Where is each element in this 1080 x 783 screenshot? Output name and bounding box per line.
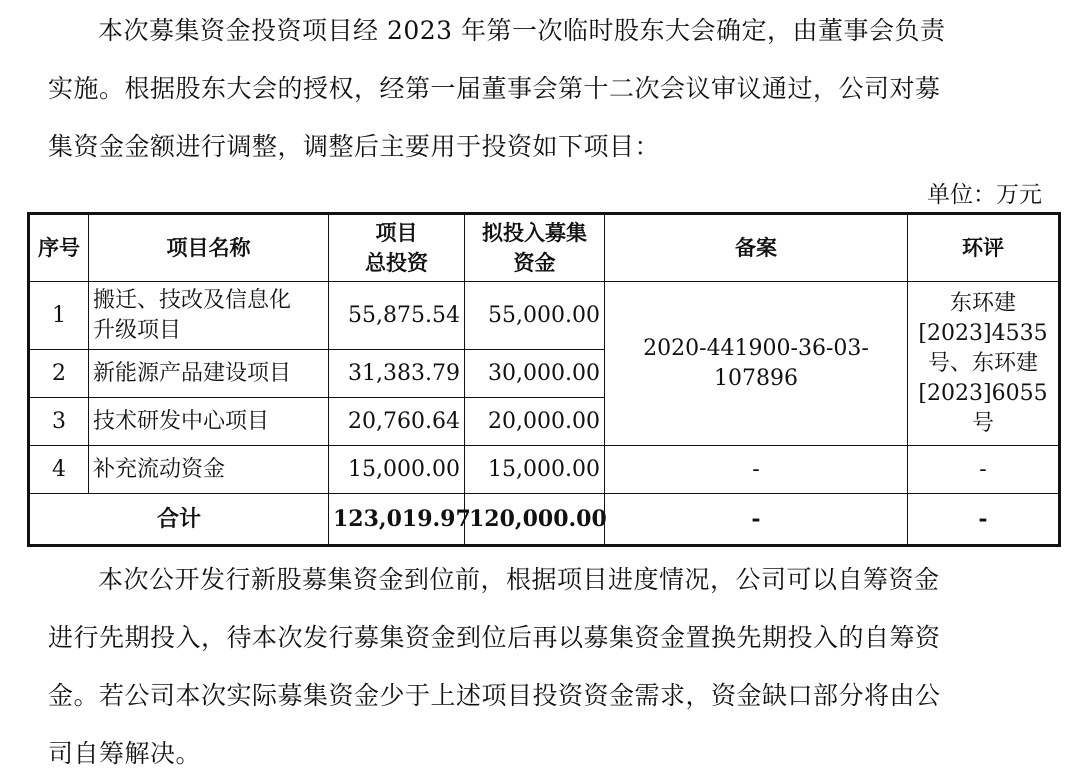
- outro-line: 金。若公司本次实际募集资金少于上述项目投资资金需求，资金缺口部分将由公: [48, 681, 941, 710]
- header-planned-line2: 资金: [513, 251, 556, 275]
- header-filing: 备案: [605, 214, 908, 282]
- header-name: 项目名称: [89, 214, 329, 282]
- intro-line: 集资金金额进行调整，调整后主要用于投资如下项目：: [48, 132, 661, 161]
- cell-planned: 15,000.00: [465, 446, 605, 494]
- cell-name: 新能源产品建设项目: [89, 350, 329, 398]
- header-seq: 序号: [29, 214, 89, 282]
- total-row: [29, 494, 1060, 546]
- intro-paragraph: [48, 2, 1048, 176]
- fund-allocation-table: [27, 212, 1061, 547]
- table-header-row: [29, 214, 1060, 282]
- header-total: [329, 214, 465, 282]
- cell-planned: 55,000.00: [465, 282, 605, 350]
- eia-line: [2023]4535: [918, 320, 1048, 346]
- cell-seq: 3: [29, 398, 89, 446]
- total-planned: 120,000.00: [465, 494, 605, 546]
- eia-line: 号、东环建: [927, 350, 1038, 376]
- cell-planned: 30,000.00: [465, 350, 605, 398]
- cell-total: 55,875.54: [329, 282, 465, 350]
- total-filing: -: [605, 494, 908, 546]
- cell-seq: 1: [29, 282, 89, 350]
- eia-line: 东环建: [949, 290, 1016, 316]
- total-label: 合计: [29, 494, 329, 546]
- intro-line: 本次募集资金投资项目经 2023 年第一次临时股东大会确定，由董事会负责: [98, 16, 946, 45]
- header-total-line1: 项目: [375, 221, 418, 245]
- total-investment: 123,019.97: [329, 494, 465, 546]
- unit-label: 单位：万元: [927, 182, 1042, 208]
- header-planned-line1: 拟投入募集: [482, 221, 587, 245]
- cell-filing-merged: 2020-441900-36-03-107896: [605, 282, 908, 446]
- eia-line: [2023]6055 号: [918, 380, 1048, 436]
- outro-paragraph: [48, 551, 1048, 783]
- cell-eia-merged: [908, 282, 1060, 446]
- cell-name: 补充流动资金: [89, 446, 329, 494]
- outro-line: 本次公开发行新股募集资金到位前，根据项目进度情况，公司可以自筹资金: [98, 565, 940, 594]
- cell-name-line1: 搬迁、技改及信息化: [93, 287, 292, 313]
- header-total-line2: 总投资: [365, 251, 428, 275]
- cell-name-line2: 升级项目: [93, 317, 182, 343]
- cell-name: 技术研发中心项目: [89, 398, 329, 446]
- table-row: [29, 282, 1060, 350]
- intro-line: 实施。根据股东大会的授权，经第一届董事会第十二次会议审议通过，公司对募: [48, 74, 941, 103]
- cell-total: 20,760.64: [329, 398, 465, 446]
- total-eia: -: [908, 494, 1060, 546]
- cell-seq: 2: [29, 350, 89, 398]
- cell-name: [89, 282, 329, 350]
- table-row: [29, 446, 1060, 494]
- cell-total: 15,000.00: [329, 446, 465, 494]
- header-eia: 环评: [908, 214, 1060, 282]
- cell-total: 31,383.79: [329, 350, 465, 398]
- outro-line: 进行先期投入，待本次发行募集资金到位后再以募集资金置换先期投入的自筹资: [48, 623, 941, 652]
- cell-planned: 20,000.00: [465, 398, 605, 446]
- header-planned: [465, 214, 605, 282]
- cell-seq: 4: [29, 446, 89, 494]
- outro-line: 司自筹解决。: [48, 739, 202, 768]
- cell-filing: -: [605, 446, 908, 494]
- cell-eia: -: [908, 446, 1060, 494]
